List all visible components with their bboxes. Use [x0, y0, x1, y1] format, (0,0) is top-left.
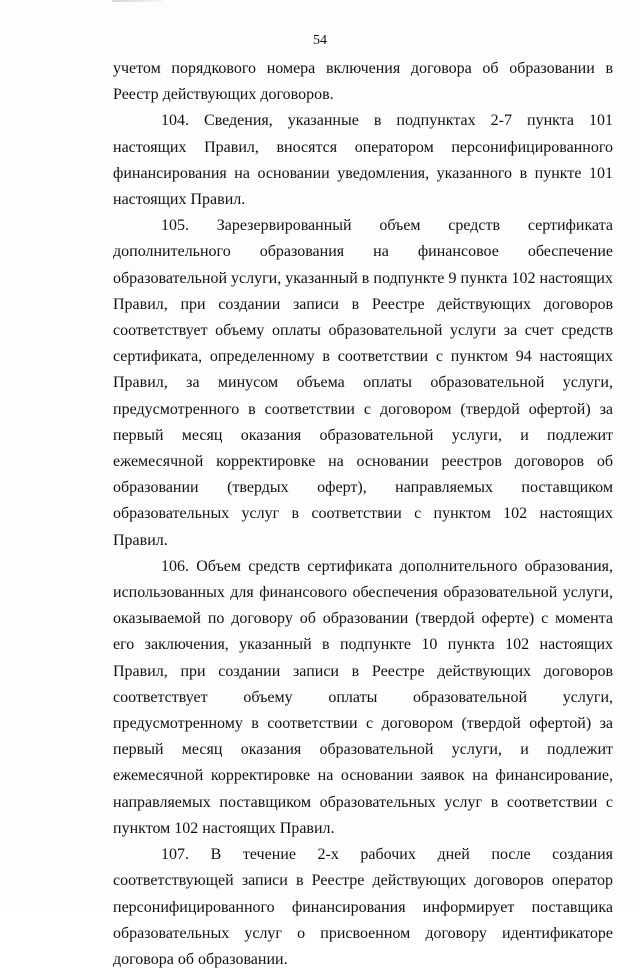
document-body — [113, 56, 613, 973]
scan-edge-artifact — [112, 0, 162, 2]
paragraph-106: 106. Объем средств сертификата дополнительного образования, использованных для финансового обеспечения образовательной услуги, оказываемой по договору об образовании (твердой оферте) с момента его заключения, указанный в подпункте 10 пункта 102 настоящих Правил, при создании записи в Реестре действующих договоров соответствует объему оплаты образовательной услуги, предусмотренному в соответствии с договором (твердой офертой) за первый месяц оказания образовательной услуги, и подлежит ежемесячной корректировке на основании заявок на финансирование, направляемых поставщиком образовательных услуг в соответствии с пунктом 102 настоящих Правил. — [113, 557, 613, 837]
paragraph-105: 105. Зарезервированный объем средств сертификата дополнительного образования на финансовое обеспечение образовательной услуги, указанный в подпункте 9 пункта 102 настоящих Правил, при создании записи в Реестре действующих договоров соответствует объему оплаты образовательной услуги за счет средств сертификата, определенному в соответствии с пунктом 94 настоящих Правил, за минусом объема оплаты образовательной услуги, предусмотренного в соответствии с договором (твердой офертой) за первый месяц оказания образовательной услуги, и подлежит ежемесячной корректировке на основании реестров договоров об образовании (твердых оферт), направляемых поставщиком образовательных услуг в соответствии с пунктом 102 настоящих Правил. — [113, 217, 613, 549]
page-number: 54 — [313, 33, 327, 48]
paragraph-104: 104. Сведения, указанные в подпунктах 2-7 пункта 101 настоящих Правил, вносятся оператором персонифицированного финансирования на основании уведомления, указанного в пункте 101 настоящих Правил. — [113, 112, 613, 209]
paragraph-continuation: учетом порядкового номера включения договора об образовании в Реестр действующих договоров. — [113, 60, 613, 104]
paragraph-107: 107. В течение 2-х рабочих дней после создания соответствующей записи в Реестре действующих договоров оператор персонифицированного финансирования информирует поставщика образовательных услуг о присвоенном договору идентификаторе договора об образовании. — [113, 846, 613, 968]
